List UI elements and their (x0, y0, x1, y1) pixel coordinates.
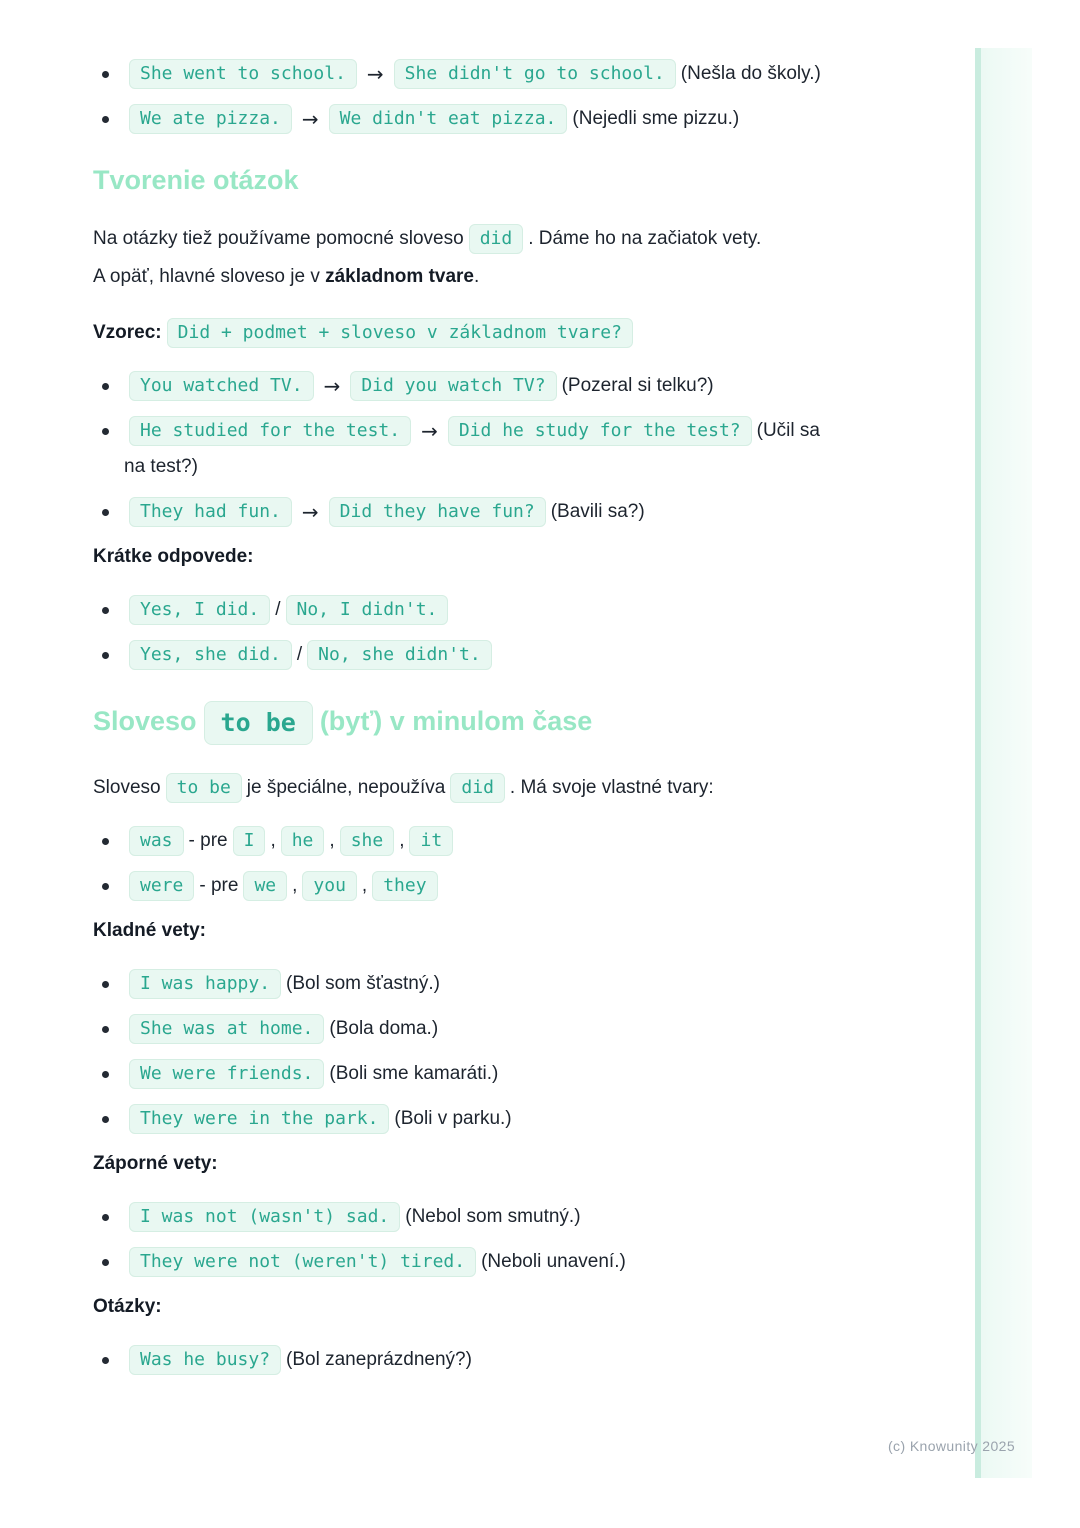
text-run: (Pozeral si telku?) (561, 375, 714, 397)
bullet-list (93, 823, 828, 904)
list-item (93, 494, 828, 530)
right-arrow-icon: → (301, 500, 319, 525)
code-chip: I was not (wasn't) sad. (129, 1202, 400, 1232)
right-arrow-icon: → (301, 107, 319, 132)
bullet-list (93, 56, 828, 137)
code-chip: We didn't eat pizza. (329, 104, 568, 134)
text-run: , (399, 830, 405, 852)
code-chip: We were friends. (129, 1059, 324, 1089)
list-item (93, 56, 828, 92)
code-chip: she (340, 826, 395, 856)
text-run: (Boli v parku.) (394, 1108, 512, 1130)
bullet-list (93, 368, 828, 530)
document-content (93, 40, 828, 1387)
code-chip: we (243, 871, 287, 901)
code-chip: I (233, 826, 266, 856)
text-run: Kladné vety: (93, 920, 206, 942)
code-chip: She went to school. (129, 59, 357, 89)
code-chip: I was happy. (129, 969, 281, 999)
bold-text: Vzorec: (93, 322, 162, 344)
text-run: (Bavili sa?) (550, 501, 645, 523)
text-run: Sloveso (93, 706, 197, 737)
code-chip: was (129, 826, 184, 856)
list-item (93, 101, 828, 137)
code-chip: She was at home. (129, 1014, 324, 1044)
right-arrow-icon: → (366, 62, 384, 86)
list-item (93, 413, 828, 485)
text-run: Záporné vety: (93, 1153, 218, 1175)
code-chip: you (302, 871, 357, 901)
code-chip: he (281, 826, 325, 856)
text-run: (Nebol som smutný.) (405, 1206, 581, 1228)
text-run: - pre (199, 875, 239, 897)
code-chip: They had fun. (129, 497, 292, 527)
list-item (93, 1342, 828, 1378)
text-run: - pre (188, 830, 228, 852)
text-run: Tvorenie otázok (93, 165, 299, 196)
sub-heading (93, 1296, 828, 1318)
text-run: Sloveso (93, 777, 161, 799)
list-item (93, 868, 828, 904)
code-chip: We ate pizza. (129, 104, 292, 134)
list-item (93, 1244, 828, 1280)
text-run: , (329, 830, 335, 852)
list-item (93, 1199, 828, 1235)
code-chip: did (469, 224, 524, 254)
bullet-list (93, 592, 828, 673)
text-run: (Neboli unavení.) (481, 1251, 626, 1273)
code-chip: they (372, 871, 437, 901)
text-run: . (474, 266, 480, 288)
code-chip: were (129, 871, 194, 901)
text-run: , (292, 875, 298, 897)
copyright-note: (c) Knowunity 2025 (888, 1438, 1016, 1454)
code-chip: No, she didn't. (307, 640, 492, 670)
code-chip: Did he study for the test? (448, 416, 752, 446)
code-chip: They were not (weren't) tired. (129, 1247, 476, 1277)
list-item (93, 1011, 828, 1047)
text-run: . Má svoje vlastné tvary: (509, 777, 714, 799)
text-run: Krátke odpovede: (93, 546, 254, 568)
text-run: (Boli sme kamaráti.) (329, 1063, 499, 1085)
paragraph (93, 220, 828, 296)
text-run: (Bola doma.) (329, 1018, 439, 1040)
code-chip: Yes, I did. (129, 595, 270, 625)
text-run: Na otázky tiež používame pomocné sloveso (93, 228, 464, 250)
text-run: , (270, 830, 276, 852)
text-run: , (361, 875, 368, 897)
text-run: (Nešla do školy.) (680, 63, 821, 85)
text-run: (Učil sa na test?) (124, 420, 820, 478)
list-item (93, 966, 828, 1002)
bullet-list (93, 1342, 828, 1378)
list-item (93, 368, 828, 404)
code-chip: He studied for the test. (129, 416, 411, 446)
text-run: je špeciálne, nepoužíva (246, 777, 446, 799)
paragraph (93, 769, 828, 807)
code-chip: She didn't go to school. (394, 59, 676, 89)
code-chip: You watched TV. (129, 371, 314, 401)
list-item (93, 1056, 828, 1092)
list-item (93, 637, 828, 673)
bold-text: základnom tvare (325, 266, 475, 288)
code-chip: to be (166, 773, 242, 803)
code-chip: Yes, she did. (129, 640, 292, 670)
section-heading (93, 165, 828, 196)
code-chip: it (409, 826, 453, 856)
paragraph (93, 314, 828, 352)
right-arrow-icon: → (421, 419, 438, 444)
bullet-list (93, 966, 828, 1137)
code-chip-large: to be (204, 701, 313, 745)
list-item (93, 1101, 828, 1137)
page-edge-strip (975, 48, 1032, 1478)
text-run: (byť) v minulom čase (319, 706, 593, 737)
text-run: / (296, 644, 303, 666)
list-item (93, 823, 828, 859)
sub-heading (93, 1153, 828, 1175)
code-chip: Was he busy? (129, 1345, 281, 1375)
code-chip: They were in the park. (129, 1104, 389, 1134)
section-heading (93, 701, 828, 745)
text-run: . Dáme ho na začiatok vety. (528, 228, 762, 250)
bullet-list (93, 1199, 828, 1280)
code-chip: Did you watch TV? (350, 371, 556, 401)
text-run: / (275, 599, 281, 621)
code-chip: Did they have fun? (329, 497, 546, 527)
text-run: (Bol som šťastný.) (286, 973, 440, 995)
text-run: Otázky: (93, 1296, 162, 1318)
text-run: A opäť, hlavné sloveso je v (93, 266, 326, 288)
text-run: (Nejedli sme pizzu.) (572, 108, 740, 130)
list-item (93, 592, 828, 628)
text-run: (Bol zaneprázdnený?) (286, 1349, 472, 1371)
right-arrow-icon: → (323, 374, 341, 399)
code-chip: Did + podmet + sloveso v základnom tvare? (167, 318, 633, 348)
code-chip: No, I didn't. (286, 595, 449, 625)
sub-heading (93, 546, 828, 568)
code-chip: did (450, 773, 505, 803)
sub-heading (93, 920, 828, 942)
